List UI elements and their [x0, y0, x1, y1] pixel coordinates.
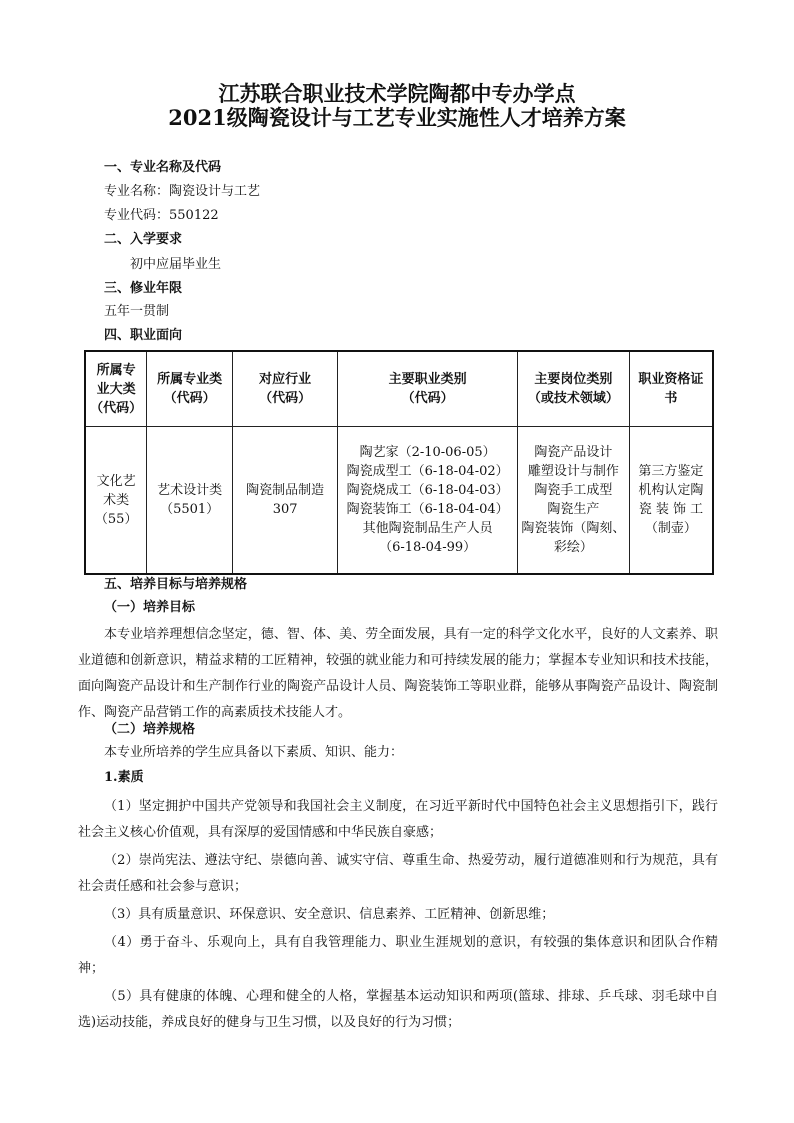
section5-heading: 五、培养目标与培养规格: [104, 577, 248, 592]
list-item: （4）勇于奋斗、乐观向上，具有自我管理能力、职业生涯规划的意识，有较强的集体意识和团队合作精神；: [78, 935, 718, 976]
training-spec-intro: 本专业所培养的学生应具备以下素质、知识、能力：: [104, 745, 404, 760]
major-code: 专业代码：550122: [104, 208, 219, 223]
list-item: （5）具有健康的体魄、心理和健全的人格，掌握基本运动知识和两项(篮球、排球、乒乓球、羽毛球中自选)运动技能，养成良好的健身与卫生习惯，以及良好的行为习惯；: [78, 989, 718, 1030]
table-header-cell: 职业资格证 书: [629, 351, 713, 427]
section3-heading: 三、修业年限: [104, 281, 183, 296]
table-cell: 第三方鉴定 机构认定陶 瓷 装 饰 工 （制壶）: [629, 427, 713, 575]
major-name: 专业名称：陶瓷设计与工艺: [104, 184, 261, 199]
training-goal-text: 本专业培养理想信念坚定，德、智、体、美、劳全面发展，具有一定的科学文化水平，良好的人文素养、职业道德和创新意识，精益求精的工匠精神，较强的就业能力和可持续发展的能力；掌握本专业知识和技术技能，面向陶瓷产品设计和生产制作行业的陶瓷产品设计人员、陶瓷装饰工等职业群，能够从事陶瓷产品设计、陶瓷制作、陶瓷产品营销工作的高素质技术技能人才。: [78, 627, 718, 720]
table-cell: 陶瓷产品设计 雕塑设计与制作 陶瓷手工成型 陶瓷生产 陶瓷装饰（陶刻、 彩绘）: [517, 427, 629, 575]
section2-heading: 二、入学要求: [104, 232, 183, 247]
table-header-cell: 主要岗位类别 （或技术领域）: [517, 351, 629, 427]
quality-heading: 1.素质: [104, 770, 144, 785]
table-header-row: [85, 351, 713, 427]
section4-heading: 四、职业面向: [104, 328, 183, 343]
table-header-cell: 所属专业类 （代码）: [147, 351, 233, 427]
section1-heading: 一、专业名称及代码: [104, 160, 222, 175]
training-goal-heading: （一）培养目标: [104, 600, 196, 615]
table-cell: 文化艺 术类 （55）: [85, 427, 147, 575]
admission-text: 初中应届毕业生: [130, 257, 222, 272]
table-cell: 陶瓷制品制造 307: [232, 427, 337, 575]
table-row: [85, 427, 713, 575]
list-item: （3）具有质量意识、环保意识、安全意识、信息素养、工匠精神、创新思维；: [104, 907, 555, 922]
table-header-cell: 对应行业 （代码）: [232, 351, 337, 427]
table-cell: 陶艺家（2-10-06-05） 陶瓷成型工（6-18-04-02） 陶瓷烧成工（6-18-04-03） 陶瓷装饰工（6-18-04-04） 其他陶瓷制品生产人员 （6-18-04-99）: [338, 427, 518, 575]
career-table: [84, 350, 714, 575]
list-item: （2）崇尚宪法、遵法守纪、崇德向善、诚实守信、尊重生命、热爱劳动，履行道德准则和行为规范，具有社会责任感和社会参与意识；: [78, 853, 718, 894]
document-title-line2: 2021级陶瓷设计与工艺专业实施性人才培养方案: [168, 105, 626, 130]
training-spec-heading: （二）培养规格: [104, 722, 196, 737]
table-header-cell: 所属专 业大类 （代码）: [85, 351, 147, 427]
list-item: （1）坚定拥护中国共产党领导和我国社会主义制度，在习近平新时代中国特色社会主义思想指引下，践行社会主义核心价值观，具有深厚的爱国情感和中华民族自豪感；: [78, 799, 718, 840]
duration-text: 五年一贯制: [104, 304, 170, 319]
table-cell: 艺术设计类 （5501）: [147, 427, 233, 575]
table-header-cell: 主要职业类别 （代码）: [338, 351, 518, 427]
document-title-line1: 江苏联合职业技术学院陶都中专办学点: [218, 81, 576, 106]
